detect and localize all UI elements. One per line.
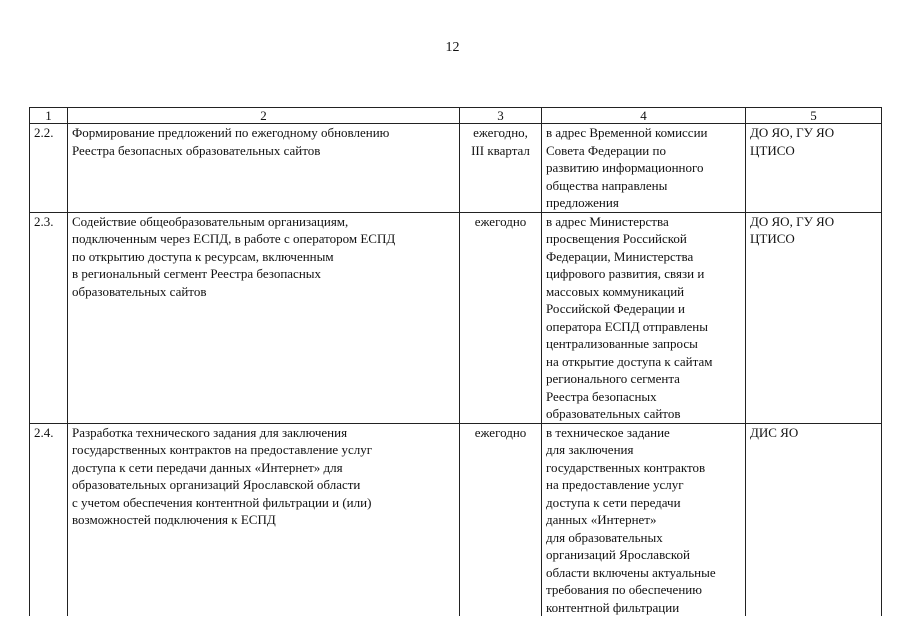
plan-table	[29, 107, 882, 616]
page-number: 12	[445, 40, 460, 55]
row-description: Содействие общеобразовательным организациям, подключенным через ЕСПД, в работе с оператором ЕСПД по открытию доступа к ресурсам, включенным в региональный сегмент Реестра безопасных образовательных сайтов	[68, 212, 460, 423]
row-number: 2.3.	[30, 212, 68, 423]
row-number: 2.4.	[30, 423, 68, 616]
row-responsible: ДО ЯО, ГУ ЯО ЦТИСО	[746, 124, 882, 213]
row-period: ежегодно	[460, 423, 542, 616]
row-description: Формирование предложений по ежегодному обновлению Реестра безопасных образовательных сайтов	[68, 124, 460, 213]
row-number: 2.2.	[30, 124, 68, 213]
row-responsible: ДИС ЯО	[746, 423, 882, 616]
row-period: ежегодно, III квартал	[460, 124, 542, 213]
column-header-3: 3	[460, 108, 542, 124]
row-result: в техническое задание для заключения государственных контрактов на предоставление услуг доступа к сети передачи данных «Интернет» для образовательных организаций Ярославской области включены актуальные требования по обеспечению контентной фильтрации	[542, 423, 746, 616]
table-row	[30, 423, 882, 616]
row-result: в адрес Временной комиссии Совета Федерации по развитию информационного общества направлены предложения	[542, 124, 746, 213]
row-result: в адрес Министерства просвещения Российской Федерации, Министерства цифрового развития, связи и массовых коммуникаций Российской Федерации и оператора ЕСПД отправлены централизованные запросы на открытие доступа к сайтам регионального сегмента Реестра безопасных образовательных сайтов	[542, 212, 746, 423]
row-description: Разработка технического задания для заключения государственных контрактов на предоставление услуг доступа к сети передачи данных «Интернет» для образовательных организаций Ярославской области с учетом обеспечения контентной фильтрации и (или) возможностей подключения к ЕСПД	[68, 423, 460, 616]
table-header-row	[30, 108, 882, 124]
column-header-2: 2	[68, 108, 460, 124]
row-responsible: ДО ЯО, ГУ ЯО ЦТИСО	[746, 212, 882, 423]
row-period: ежегодно	[460, 212, 542, 423]
column-header-4: 4	[542, 108, 746, 124]
column-header-5: 5	[746, 108, 882, 124]
table-row	[30, 212, 882, 423]
column-header-1: 1	[30, 108, 68, 124]
table-row	[30, 124, 882, 213]
